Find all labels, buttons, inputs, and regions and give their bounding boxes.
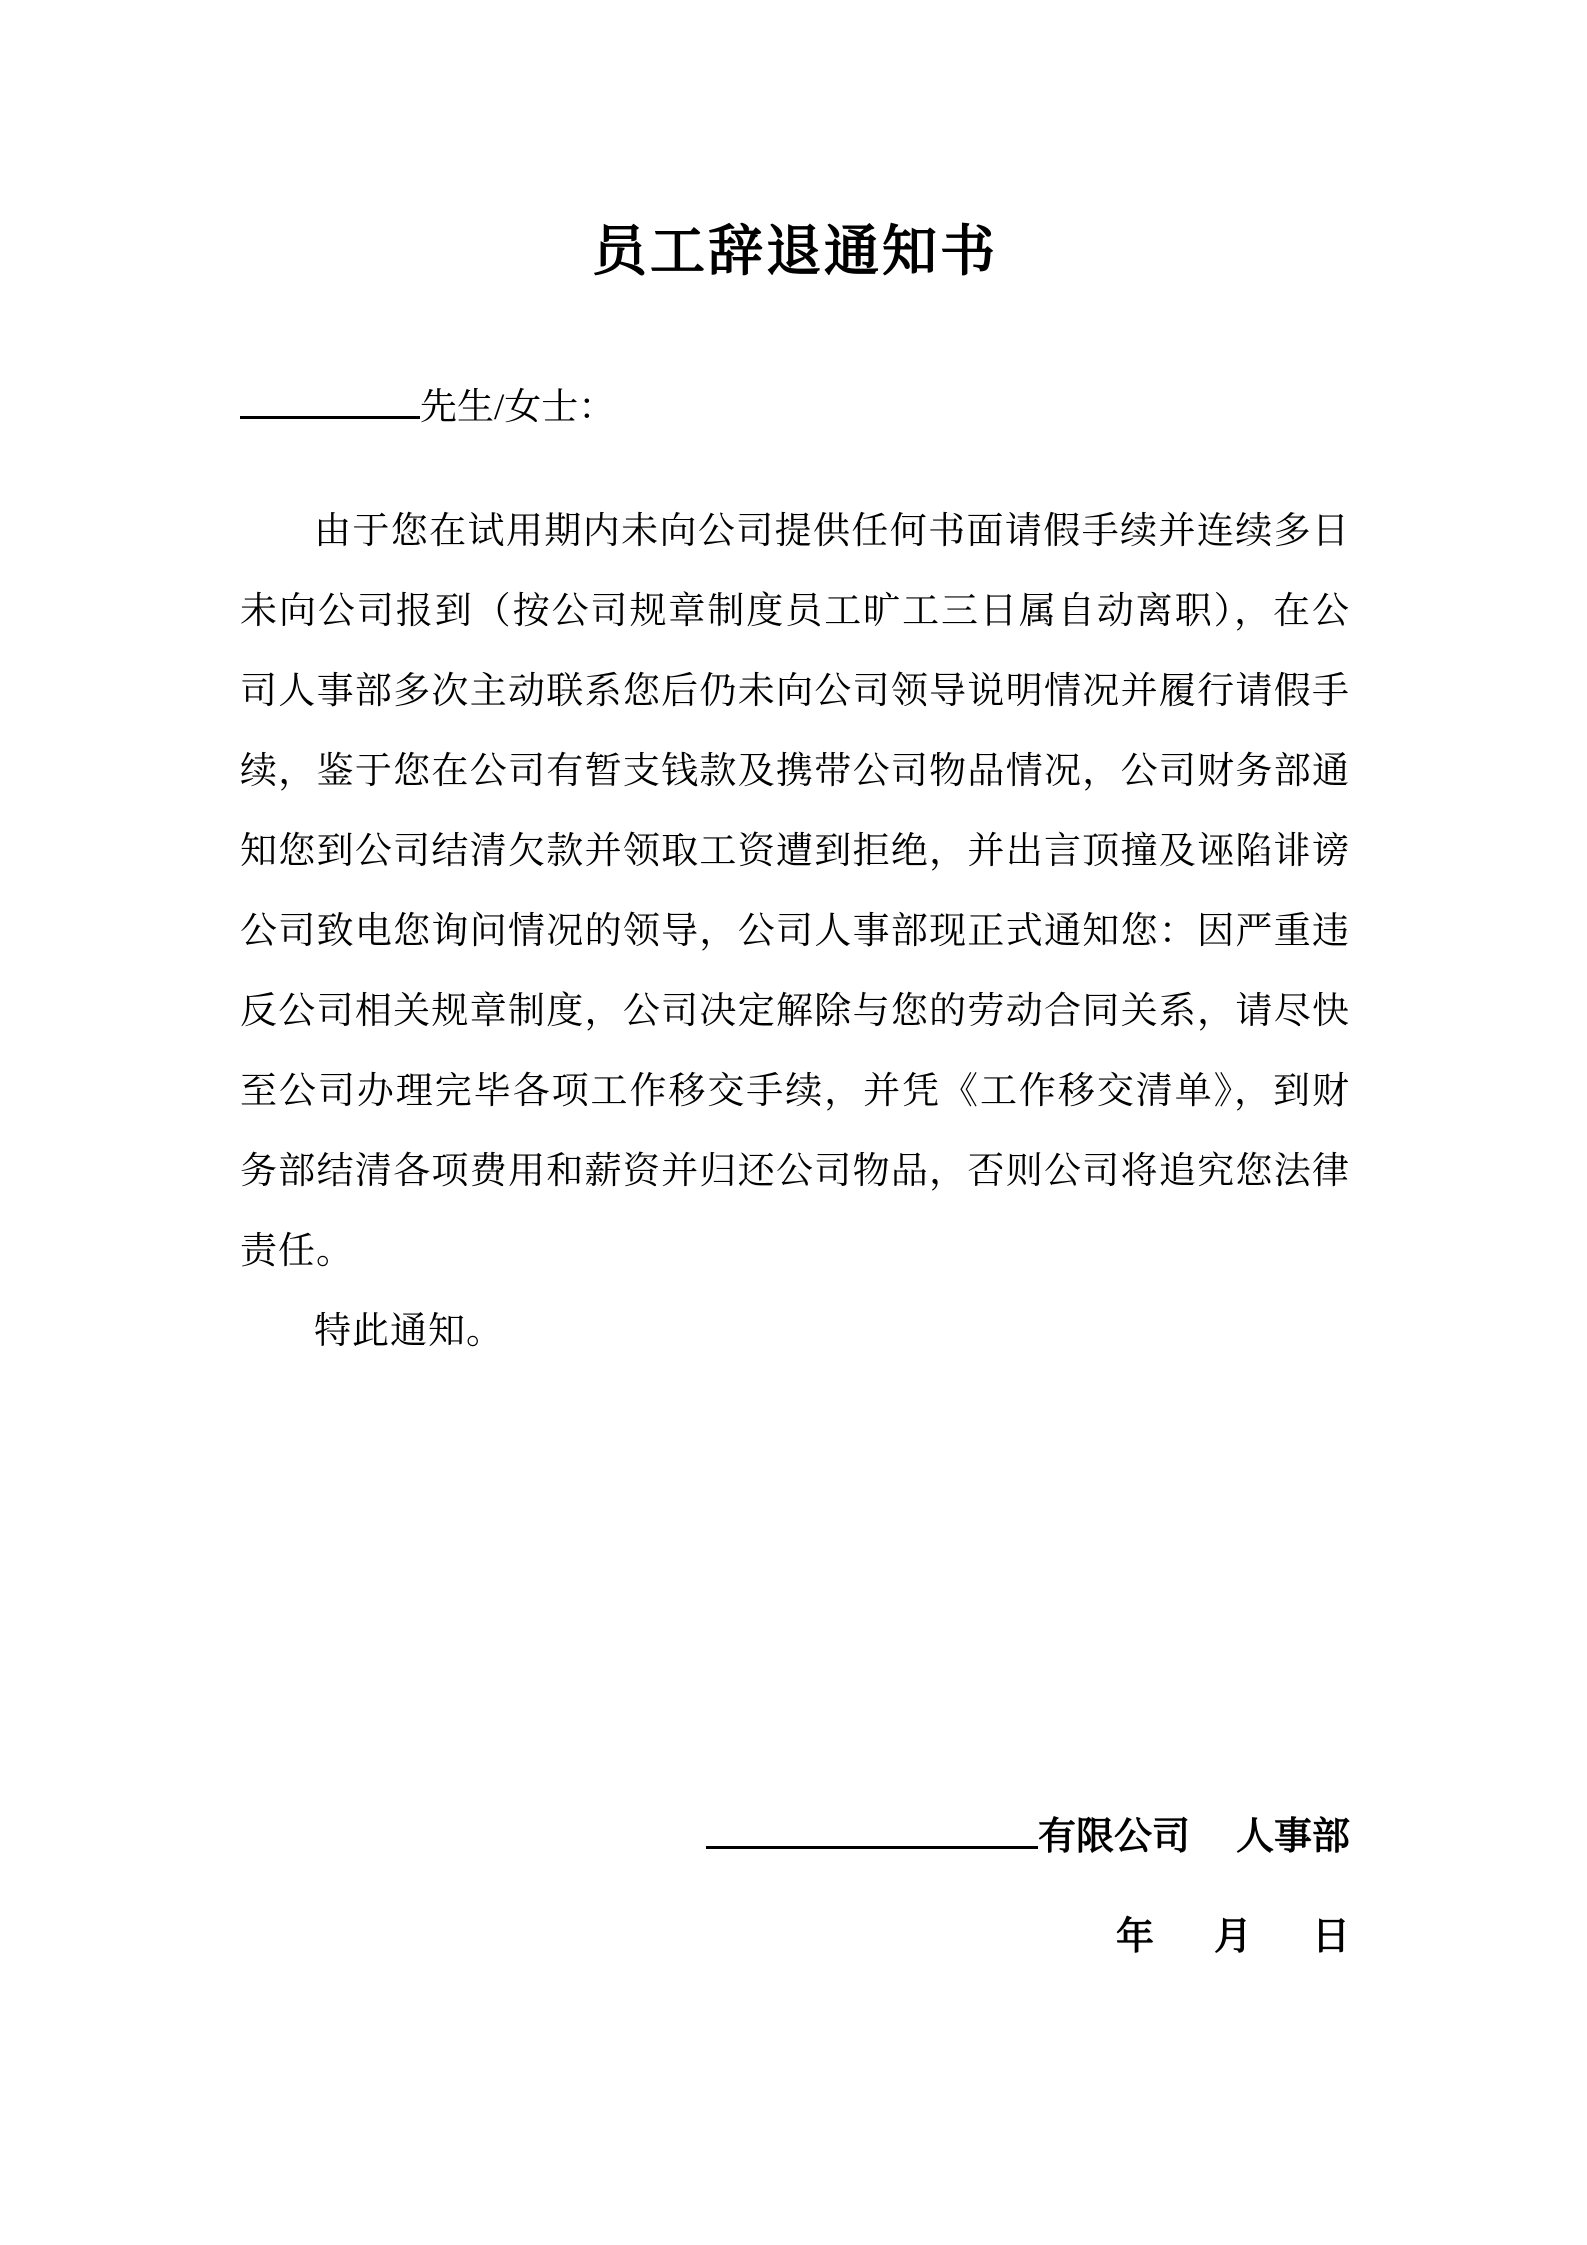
document-title: 员工辞退通知书	[591, 221, 998, 282]
date-day-label: 日	[1311, 1916, 1350, 1958]
document-body	[240, 492, 1350, 1372]
body-paragraph-closing: 特此通知。	[314, 1311, 504, 1352]
company-name-blank	[706, 1800, 1038, 1849]
salutation-line	[240, 372, 1350, 436]
recipient-name-blank	[240, 372, 420, 419]
company-suffix: 有限公司	[1037, 1816, 1190, 1858]
signature-department: 人事部	[1235, 1816, 1350, 1858]
date-year-label: 年	[1115, 1916, 1154, 1958]
body-paragraph-main: 由于您在试用期内未向公司提供任何书面请假手续并连续多日未向公司报到（按公司规章制度员工旷工三日属自动离职），在公司人事部多次主动联系您后仍未向公司领导说明情况并履行请假手续，鉴于您在公司有暂支钱款及携带公司物品情况，公司财务部通知您到公司结清欠款并领取工资遭到拒绝，并出言顶撞及诬陷诽谤公司致电您询问情况的领导，公司人事部现正式通知您：因严重违反公司相关规章制度，公司决定解除与您的劳动合同关系，请尽快至公司办理完毕各项工作移交手续，并凭《工作移交清单》，到财务部结清各项费用和薪资并归还公司物品，否则公司将追究您法律责任。	[240, 511, 1350, 1272]
date-month-label: 月	[1213, 1916, 1252, 1958]
date-line	[240, 1907, 1350, 1967]
salutation-suffix: 先生/女士：	[420, 387, 616, 428]
signature-line	[240, 1800, 1350, 1867]
